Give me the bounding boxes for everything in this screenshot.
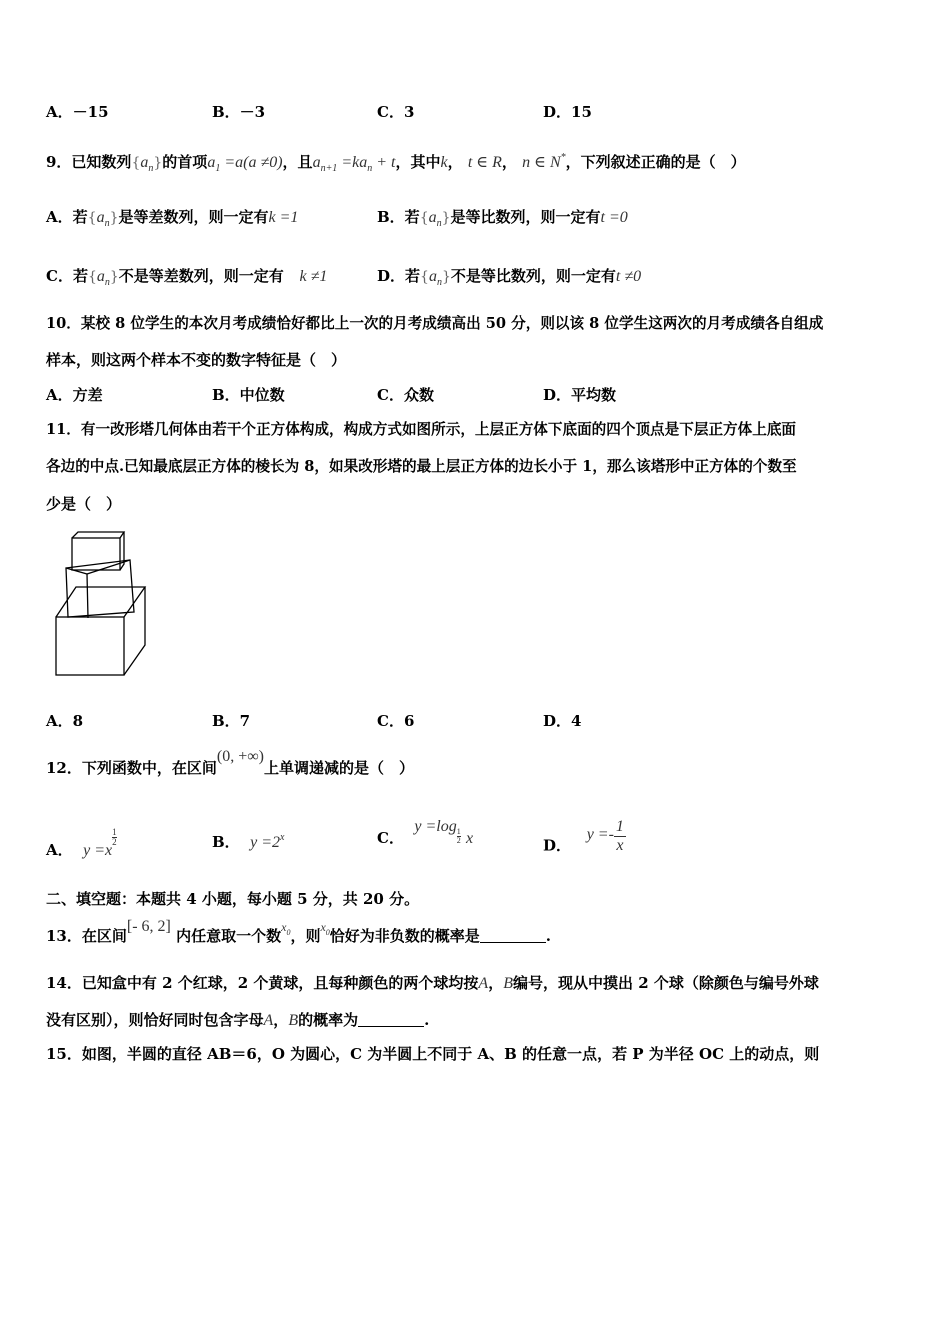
q11-line-3: 少是（ ） [46,495,122,513]
q11-option-c: C．6 [377,712,415,730]
q12-option-d: D． y =- $\frac{1}{x}$ [543,818,624,855]
q9-option-c: C．若$\{a_n\}$不是等差数列，则一定有 k ≠1 [46,267,328,288]
q11-option-a: A．8 [46,712,84,730]
q8-option-c: C．3 [377,103,415,121]
q14-answer-blank[interactable] [358,1012,424,1027]
q11-line-1: 11．有一改形塔几何体由若干个正方体构成，构成方式如图所示，上层正方体下底面的四个顶点是下层正方体上底面 [46,421,797,438]
q10-option-c: C．众数 [377,386,434,404]
section-2-heading: 二、填空题：本题共 4 小题，每小题 5 分，共 20 分。 [46,890,420,908]
q11-option-d: D．4 [543,712,582,730]
q10-line-1: 10．某校 8 位学生的本次月考成绩恰好都比上一次的月考成绩高出 50 分，则以该 8 位学生这两次的月考成绩各自组成 [46,315,824,332]
q9-option-a: A．若$\{a_n\}$是等差数列，则一定有k =1 [46,208,299,229]
q10-option-b: B．中位数 [212,386,285,404]
q9-option-b: B．若$\{a_n\}$是等比数列，则一定有t =0 [377,208,628,229]
q8-option-d: D．15 [543,103,592,121]
q14-line-2: 没有区别），则恰好同时包含字母A，B的概率为 . [46,1011,430,1029]
q11-line-2: 各边的中点.已知最底层正方体的棱长为 8，如果改形塔的最上层正方体的边长小于 1，那么该塔形中正方体的个数至 [46,458,797,475]
q13-stem: 13．在区间[- 6, 2] 内任意取一个数$^{x0}$，则$^{x0}$恰好为非负数的概率是 . [46,918,552,945]
q9-stem: 9．已知数列$\{a_n\}$的首项$a_1 =a(a \ne 0)$，且$a_{n+1} =ka_n + t$，其中k， t ∈ R， n ∈ N*，下列叙述正确的是（ ） [46,152,746,174]
q15-stem: 15．如图，半圆的直径 AB＝6，O 为圆心，C 为半圆上不同于 A、B 的任意一点，若 P 为半径 OC 上的动点，则 [46,1045,820,1063]
stacked-cubes-figure [50,530,150,680]
q12-option-a: A． y =x $\frac{1}{2}$ [46,827,117,859]
q10-option-a: A．方差 [46,386,103,404]
q8-option-b: B．－3 [212,103,266,121]
q12-option-b: B． $y =2^x$ [212,832,285,851]
q13-answer-blank[interactable] [480,928,546,943]
q12-stem: 12．下列函数中，在区间(0, +∞)上单调递减的是（ ） [46,748,414,777]
q10-option-d: D．平均数 [543,386,617,404]
q12-option-c: C． y =log $\frac{1}{2}$ x [377,818,474,847]
q10-line-2: 样本，则这两个样本不变的数字特征是（ ） [46,351,347,369]
q11-option-b: B．7 [212,712,251,730]
q14-line-1: 14．已知盒中有 2 个红球，2 个黄球，且每种颜色的两个球均按A，B编号，现从中摸出 2 个球（除颜色与编号外球 [46,974,819,992]
q8-option-a: A．－15 [46,103,109,121]
q9-option-d: D．若$\{a_n\}$不是等比数列，则一定有t ≠0 [377,267,642,288]
